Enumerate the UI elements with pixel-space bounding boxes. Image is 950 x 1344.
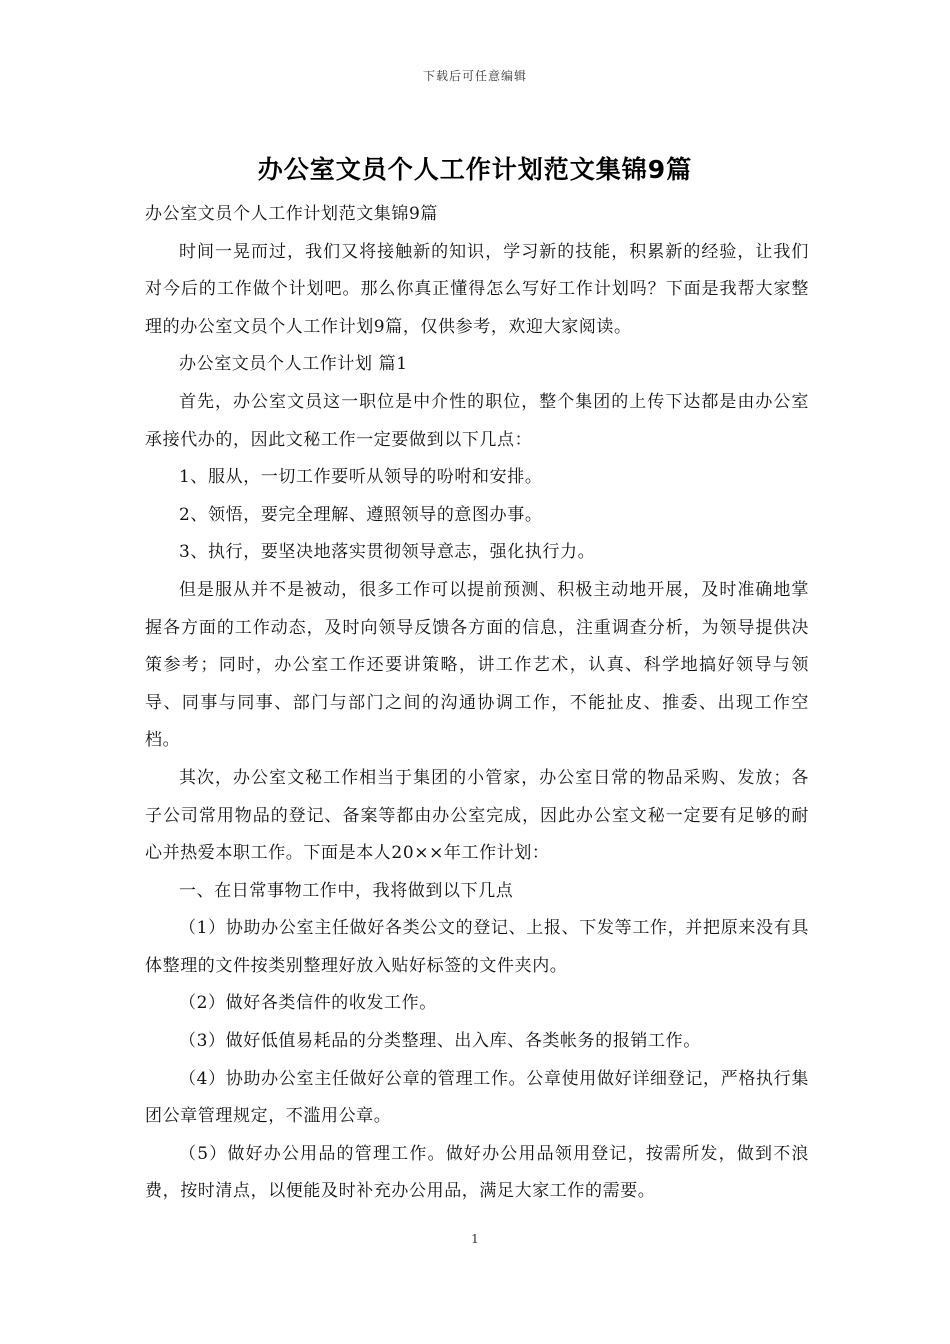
list-item: （3）做好低值易耗品的分类整理、出入库、各类帐务的报销工作。 [179,1031,701,1052]
list-item: （2）做好各类信件的收发工作。 [179,993,437,1014]
page-number: 1 [471,1232,479,1246]
section-heading: 一、在日常事物工作中，我将做到以下几点 [179,880,514,901]
list-item: （4）协助办公室主任做好公章的管理工作。公章使用做好详细登记，严格执行集团公章管理规定，不滥用公章。 [145,1068,809,1127]
paragraph: 时间一晃而过，我们又将接触新的知识，学习新的技能，积累新的经验，让我们对今后的工作做个计划吧。那么你真正懂得怎么写好工作计划吗？下面是我帮大家整理的办公室文员个人工作计划9篇，仅供参考，欢迎大家阅读。 [145,241,809,337]
paragraph: 但是服从并不是被动，很多工作可以提前预测、积极主动地开展，及时准确地掌握各方面的工作动态，及时向领导反馈各方面的信息，注重调查分析，为领导提供决策参考；同时，办公室工作还要讲策略，讲工作艺术，认真、科学地搞好领导与领导、同事与同事、部门与部门之间的沟通协调工作，不能扯皮、推委、出现工作空档。 [145,579,809,751]
header-note: 下载后可任意编辑 [422,69,527,83]
list-item: 1、服从，一切工作要听从领导的吩咐和安排。 [179,467,543,488]
list-item: 3、执行，要坚决地落实贯彻领导意志，强化执行力。 [179,542,596,563]
list-item: （1）协助办公室主任做好各类公文的登记、上报、下发等工作，并把原来没有具体整理的文件按类别整理好放入贴好标签的文件夹内。 [145,918,809,976]
paragraph: 首先，办公室文员这一职位是中介性的职位，整个集团的上传下达都是由办公室承接代办的，因此文秘工作一定要做到以下几点： [145,391,809,450]
document-body [145,196,809,1211]
document-title: 办公室文员个人工作计划范文集锦9篇 [257,155,693,184]
section-heading: 办公室文员个人工作计划 篇1 [179,354,408,375]
paragraph: 其次，办公室文秘工作相当于集团的小管家，办公室日常的物品采购、发放；各子公司常用物品的登记、备案等都由办公室完成，因此办公室文秘一定要有足够的耐心并热爱本职工作。下面是本人20××年工作计划： [145,767,809,864]
list-item: 2、领悟，要完全理解、遵照领导的意图办事。 [179,504,543,525]
list-item: （5）做好办公用品的管理工作。做好办公用品领用登记，按需所发，做到不浪费，按时清点，以便能及时补充办公用品，满足大家工作的需要。 [145,1143,809,1202]
paragraph-subtitle: 办公室文员个人工作计划范文集锦9篇 [145,204,439,224]
